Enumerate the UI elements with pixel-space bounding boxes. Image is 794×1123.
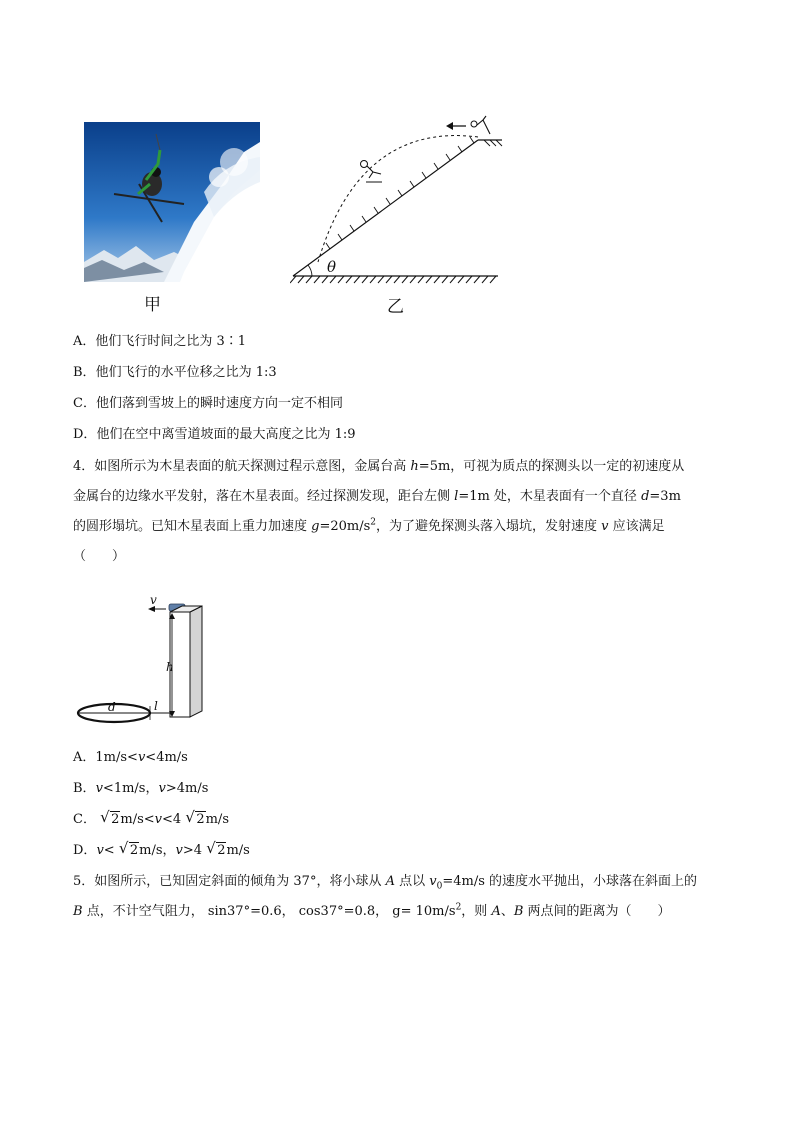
slope-diagram — [290, 112, 505, 287]
caption-yi: 乙 — [387, 297, 404, 317]
q4-option-c: C． √ 2m/s<v<4 √ 2m/s — [73, 810, 229, 830]
theta-label: θ — [327, 258, 337, 276]
q4-option-a: A．1m/s<v<4m/s — [73, 750, 188, 765]
sqrt-sign: √ 2 — [118, 839, 139, 858]
caption-jia: 甲 — [144, 295, 161, 315]
q4-line2: 金属台的边缘水平发射，落在木星表面。经过探测发现，距台左侧 l=1m 处，木星表面有一个直径 d=3m — [73, 489, 681, 504]
q3-option-b: B．他们飞行的水平位移之比为 1:3 — [73, 365, 277, 380]
q4-option-b: B．v<1m/s，v>4m/s — [73, 781, 209, 796]
probe-diagram — [74, 596, 214, 724]
q3-option-a: A．他们飞行时间之比为 3∶1 — [73, 334, 247, 349]
sqrt-sign: √ 2 — [185, 808, 205, 827]
sqrt-sign: √ 2 — [206, 839, 226, 858]
d-label: d — [108, 700, 116, 714]
q5-line1: 5．如图所示，已知固定斜面的倾角为 37°，将小球从 A 点以 $v_0=4m/s$ 的速度水平抛出，小球落在斜面上的 — [73, 874, 698, 892]
q5-line2: B 点，不计空气阻力， sin37°=0.6， cos37°=0.8， $g= 10m/s^2$，则 A、B 两点间的距离为（ ） — [73, 902, 671, 919]
q4-stem — [73, 452, 733, 572]
skier-photo — [84, 122, 260, 282]
q4-answer-paren: （ ） — [73, 549, 126, 564]
q4-option-d: D．v< √ 2m/s，v>4 √ 2m/s — [73, 841, 250, 861]
v-label: v — [150, 593, 157, 607]
q4-line3: 的圆形塌坑。已知木星表面上重力加速度 $g=20m/s^2$，为了避免探测头落入塌坑，发射速度 v 应该满足 — [73, 517, 665, 534]
sqrt-sign: √ 2 — [100, 808, 120, 827]
q3-option-d: D．他们在空中离雪道坡面的最大高度之比为 1:9 — [73, 427, 356, 442]
q4-line1: 4．如图所示为木星表面的航天探测过程示意图，金属台高 h=5m，可视为质点的探测头以一定的初速度从 — [73, 459, 685, 474]
q3-option-c: C．他们落到雪坡上的瞬时速度方向一定不相同 — [73, 396, 343, 411]
l-label: l — [154, 699, 158, 713]
q5-stem — [73, 867, 733, 927]
h-label: h — [166, 660, 174, 674]
